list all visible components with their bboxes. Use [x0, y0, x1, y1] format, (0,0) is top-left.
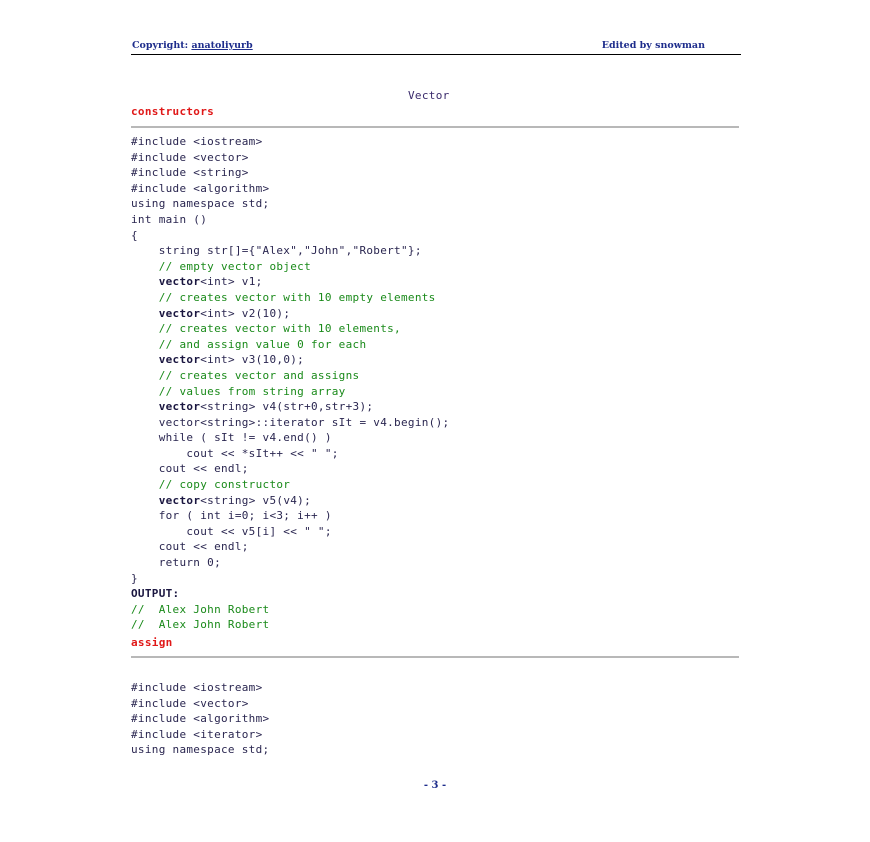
code-text: using namespace std; [131, 743, 270, 757]
code-line [131, 290, 449, 306]
code-comment: // creates vector with 10 elements, [131, 322, 401, 336]
author-link[interactable]: anatoliyurb [191, 40, 253, 51]
code-line [131, 181, 449, 197]
code-block-assign [131, 680, 269, 758]
code-comment: // and assign value 0 for each [131, 337, 367, 351]
code-keyword: vector [158, 275, 201, 289]
code-text: #include <iterator> [131, 727, 263, 741]
section-heading-assign: assign [131, 636, 173, 649]
code-line [131, 617, 449, 633]
code-text: #include <algorithm> [131, 712, 270, 726]
code-text: return 0; [131, 556, 221, 570]
code-text: vector<string>::iterator sIt = v4.begin(); [131, 415, 450, 429]
code-line [131, 306, 449, 322]
code-text: cout << *sIt++ << " "; [131, 446, 339, 460]
code-line [131, 384, 449, 400]
code-line [131, 493, 449, 509]
code-text: #include <vector> [131, 696, 249, 710]
code-line [131, 711, 269, 727]
copyright-label: Copyright: [132, 40, 192, 51]
code-comment: // creates vector and assigns [131, 368, 360, 382]
code-line [131, 727, 269, 743]
code-line [131, 337, 449, 353]
code-text: #include <vector> [131, 150, 249, 164]
code-line [131, 399, 449, 415]
code-text: <int> v2(10); [200, 306, 291, 320]
code-line [131, 555, 449, 571]
code-line [131, 461, 449, 477]
code-text: <string> v4(str+0,str+3); [200, 400, 374, 414]
code-text: using namespace std; [131, 197, 270, 211]
code-keyword: vector [158, 400, 201, 414]
code-line [131, 524, 449, 540]
code-line [131, 571, 449, 587]
code-line [131, 321, 449, 337]
code-text: cout << endl; [131, 540, 249, 554]
code-line [131, 430, 449, 446]
section-heading-constructors: constructors [131, 105, 215, 118]
code-text: { [131, 228, 138, 242]
code-text: string str[]={"Alex","John","Robert"}; [131, 244, 422, 258]
code-text: int main () [131, 212, 208, 226]
code-line [131, 134, 449, 150]
code-line [131, 243, 449, 259]
code-comment: // values from string array [131, 384, 346, 398]
code-text: #include <iostream> [131, 135, 263, 148]
code-line [131, 150, 449, 166]
section-divider [131, 656, 739, 658]
code-text: <int> v3(10,0); [200, 353, 305, 367]
code-line [131, 165, 449, 181]
code-line [131, 368, 449, 384]
code-line [131, 352, 449, 368]
code-comment: // copy constructor [131, 478, 291, 492]
page-title: Vector [408, 89, 450, 102]
code-keyword: vector [158, 493, 201, 507]
code-text: <string> v5(v4); [200, 493, 312, 507]
code-text: } [131, 571, 138, 585]
code-line [131, 508, 449, 524]
code-line [131, 742, 269, 758]
code-text: <int> v1; [200, 275, 263, 289]
code-keyword: vector [158, 353, 201, 367]
code-comment: // Alex John Robert [131, 618, 270, 632]
output-label: OUTPUT: [131, 587, 180, 601]
code-line [131, 477, 449, 493]
code-text: #include <algorithm> [131, 181, 270, 195]
code-text: while ( sIt != v4.end() ) [131, 431, 332, 445]
code-line [131, 274, 449, 290]
code-text: #include <iostream> [131, 681, 263, 694]
code-comment: // Alex John Robert [131, 602, 270, 616]
code-line [131, 259, 449, 275]
code-text: cout << endl; [131, 462, 249, 476]
code-text: #include <string> [131, 166, 249, 180]
section-divider [131, 126, 739, 128]
header-edited: Edited by snowman [601, 40, 705, 51]
page-number: - 3 - [423, 780, 447, 791]
code-comment: // creates vector with 10 empty elements [131, 290, 436, 304]
code-line [131, 539, 449, 555]
code-line [131, 602, 449, 618]
code-line [131, 446, 449, 462]
code-line [131, 212, 449, 228]
code-keyword: vector [158, 306, 201, 320]
header-copyright [132, 40, 253, 51]
code-comment: // empty vector object [131, 259, 311, 273]
code-text: cout << v5[i] << " "; [131, 524, 332, 538]
code-block-constructors [131, 134, 449, 633]
code-line [131, 228, 449, 244]
code-line [131, 680, 269, 696]
code-line [131, 415, 449, 431]
code-line [131, 196, 449, 212]
page-header [131, 40, 741, 55]
code-line [131, 696, 269, 712]
code-line [131, 586, 449, 602]
code-text: for ( int i=0; i<3; i++ ) [131, 509, 332, 523]
